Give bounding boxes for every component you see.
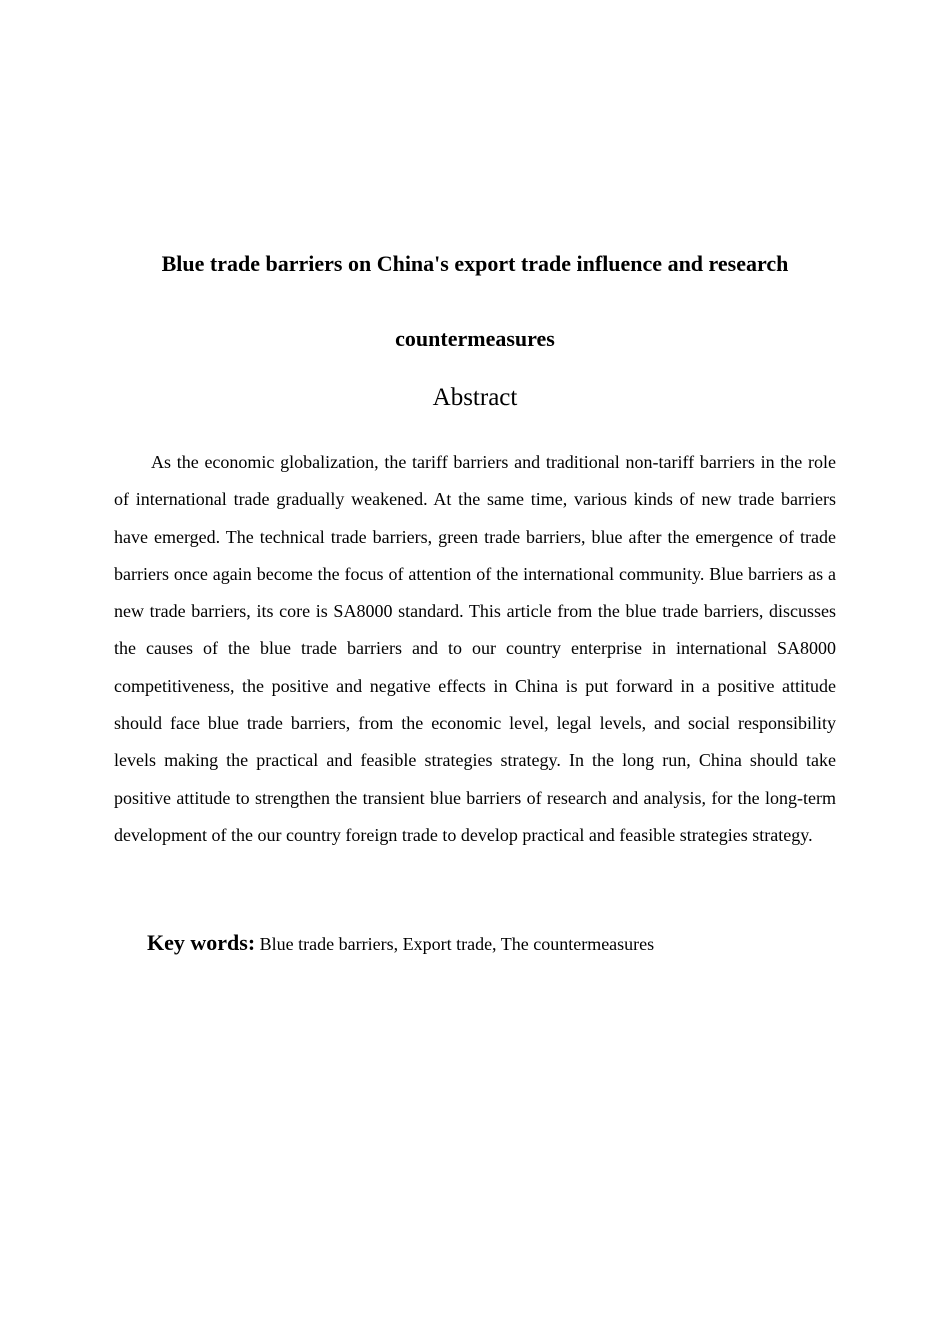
document-title: Blue trade barriers on China's export trade influence and research countermeasures bbox=[161, 251, 789, 351]
keywords-text: Blue trade barriers, Export trade, The countermeasures bbox=[259, 934, 655, 954]
abstract-heading: Abstract bbox=[432, 384, 518, 411]
abstract-body: As the economic globalization, the tariff barriers and traditional non-tariff barriers in the role of international trade gradually weakened. At the same time, various kinds of new trade barriers have emerged. The technical trade barriers, green trade barriers, blue after the emergence of trade barriers once again become the focus of attention of the international community. Blue barriers as a new trade barriers, its core is SA8000 standard. This article from the blue trade barriers, discusses the causes of the blue trade barriers and to our country enterprise in international SA8000 competitiveness, the positive and negative effects in China is put forward in a positive attitude should face blue trade barriers, from the economic level, legal levels, and social responsibility levels making the practical and feasible strategies strategy. In the long run, China should take positive attitude to strengthen the transient blue barriers of research and analysis, for the long-term development of the our country foreign trade to develop practical and feasible strategies strategy. bbox=[114, 452, 836, 845]
keywords-line bbox=[147, 927, 836, 960]
keywords-label: Key words: bbox=[147, 930, 256, 955]
